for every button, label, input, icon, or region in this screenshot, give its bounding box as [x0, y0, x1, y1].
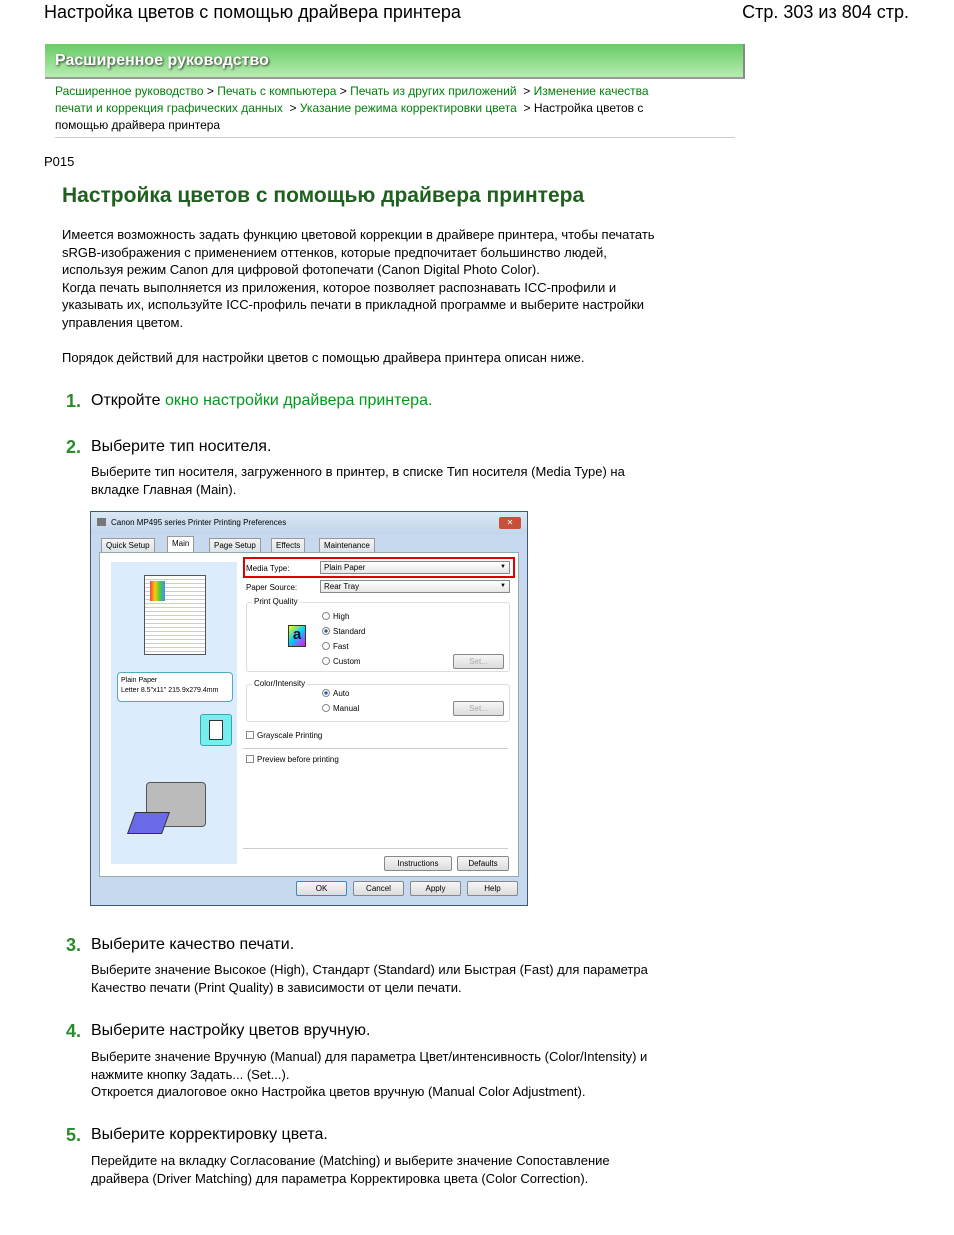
ok-button[interactable]: OK: [296, 881, 347, 896]
breadcrumb-link[interactable]: печати и коррекция графических данных: [55, 101, 283, 115]
divider: [243, 748, 508, 749]
breadcrumb-link[interactable]: Указание режима корректировки цвета: [299, 101, 517, 115]
intro-text: Имеется возможность задать функцию цветовой коррекции в драйвере принтера, чтобы печатать sRGB-изображения с применением оттенков, которые предпочитает большинство людей, используя режим Canon для цифровой фотопечати (Canon Digital Photo Color). Когда печать выполняется из приложения, которое позволяет распознавать ICC-профили и указывать их, используйте ICC-профиль печати в прикладной программе и выберите настройки управления цветом.: [62, 227, 655, 330]
dropdown-arrow-icon: ▼: [500, 583, 506, 589]
step-heading: Выберите качество печати.: [91, 936, 295, 953]
printer-icon: [97, 518, 106, 526]
sep: >: [523, 101, 531, 115]
step-heading: Выберите корректировку цвета.: [91, 1126, 328, 1143]
divider: [243, 848, 508, 849]
step-text: Выберите значение Высокое (High), Стандарт (Standard) или Быстрая (Fast) для параметра Качество печати (Print Quality) в зависимости от цели печати.: [91, 962, 648, 995]
defaults-button[interactable]: Defaults: [457, 856, 509, 871]
breadcrumb-link[interactable]: Изменение качества: [533, 84, 649, 98]
apply-button[interactable]: Apply: [410, 881, 461, 896]
breadcrumb: [55, 83, 735, 134]
banner-title: Расширенное руководство: [55, 52, 269, 69]
page-preview-image: [144, 575, 206, 655]
step-number: 4.: [66, 1021, 82, 1041]
paper-source-select[interactable]: Rear Tray ▼: [320, 580, 510, 593]
sep: >: [206, 84, 214, 98]
paper-source-label: Paper Source:: [246, 583, 298, 592]
step-heading: Выберите тип носителя.: [91, 438, 272, 455]
step-number: 3.: [66, 935, 82, 955]
print-quality-label: Print Quality: [254, 597, 298, 606]
tab-page-setup[interactable]: Page Setup: [209, 538, 261, 553]
quality-standard-radio[interactable]: Standard: [322, 627, 365, 636]
media-type-select[interactable]: Plain Paper ▼: [320, 561, 510, 574]
step-heading: Выберите настройку цветов вручную.: [91, 1022, 371, 1039]
step-number: 5.: [66, 1125, 82, 1145]
step-heading: Откройте окно настройки драйвера принтера.: [91, 392, 433, 409]
page-title: Настройка цветов с помощью драйвера принтера: [62, 184, 585, 207]
breadcrumb-link[interactable]: Печать с компьютера: [217, 84, 337, 98]
color-intensity-label: Color/Intensity: [254, 679, 306, 688]
close-button[interactable]: ✕: [499, 517, 521, 529]
sep: >: [289, 101, 297, 115]
dialog-title: Canon MP495 series Printer Printing Preferences: [111, 518, 287, 527]
breadcrumb-current: Настройка цветов с: [533, 101, 644, 115]
step-text: Выберите тип носителя, загруженного в принтер, в списке Тип носителя (Media Type) на вкладке Главная (Main).: [91, 464, 625, 497]
tab-effects[interactable]: Effects: [271, 538, 305, 553]
section-banner: [45, 44, 745, 79]
sep: >: [339, 84, 347, 98]
page-counter: Стр. 303 из 804 стр.: [742, 2, 909, 22]
quality-fast-radio[interactable]: Fast: [322, 642, 349, 651]
printer-preferences-dialog: [90, 511, 528, 906]
print-quality-icon: a: [288, 625, 306, 647]
instructions-button[interactable]: Instructions: [384, 856, 452, 871]
preview-checkbox[interactable]: Preview before printing: [246, 755, 339, 764]
cancel-button[interactable]: Cancel: [353, 881, 404, 896]
breadcrumb-link[interactable]: Печать из других приложений: [350, 84, 517, 98]
quality-high-radio[interactable]: High: [322, 612, 349, 621]
step-text: Перейдите на вкладку Согласование (Matching) и выберите значение Сопоставление драйвера (Driver Matching) для параметра Корректировка цвета (Color Correction).: [91, 1153, 610, 1186]
step-number: 1.: [66, 391, 82, 411]
breadcrumb-current-cont: помощью драйвера принтера: [55, 118, 221, 132]
orientation-icon: [200, 714, 232, 746]
tab-main[interactable]: Main: [167, 536, 194, 553]
step-number: 2.: [66, 437, 82, 457]
help-button[interactable]: Help: [467, 881, 518, 896]
quality-set-button[interactable]: Set...: [453, 654, 504, 669]
document-title: Настройка цветов с помощью драйвера принтера: [44, 2, 461, 22]
sep: >: [523, 84, 531, 98]
page-code: P015: [44, 154, 75, 169]
order-text: Порядок действий для настройки цветов с помощью драйвера принтера описан ниже.: [62, 350, 585, 365]
paper-info-box: Plain Paper Letter 8.5"x11" 215.9x279.4mm: [117, 672, 233, 702]
step-text: Выберите значение Вручную (Manual) для параметра Цвет/интенсивность (Color/Intensity) и нажмите кнопку Задать... (Set...). Откроется диалоговое окно Настройка цветов вручную (Manual Color Adjustment).: [91, 1049, 648, 1099]
dropdown-arrow-icon: ▼: [500, 564, 506, 570]
driver-settings-link[interactable]: окно настройки драйвера принтера.: [165, 392, 433, 409]
quality-custom-radio[interactable]: Custom: [322, 657, 361, 666]
breadcrumb-link[interactable]: Расширенное руководство: [55, 84, 204, 98]
media-type-label: Media Type:: [246, 564, 290, 573]
main-tab-panel: [99, 552, 519, 877]
tab-maintenance[interactable]: Maintenance: [319, 538, 375, 553]
printer-illustration: [131, 772, 211, 842]
preview-pane: [111, 562, 237, 864]
color-set-button[interactable]: Set...: [453, 701, 504, 716]
color-auto-radio[interactable]: Auto: [322, 689, 349, 698]
color-manual-radio[interactable]: Manual: [322, 704, 359, 713]
tab-quick-setup[interactable]: Quick Setup: [101, 538, 155, 553]
divider: [55, 137, 735, 138]
grayscale-checkbox[interactable]: Grayscale Printing: [246, 731, 322, 740]
dialog-titlebar: [91, 512, 527, 534]
